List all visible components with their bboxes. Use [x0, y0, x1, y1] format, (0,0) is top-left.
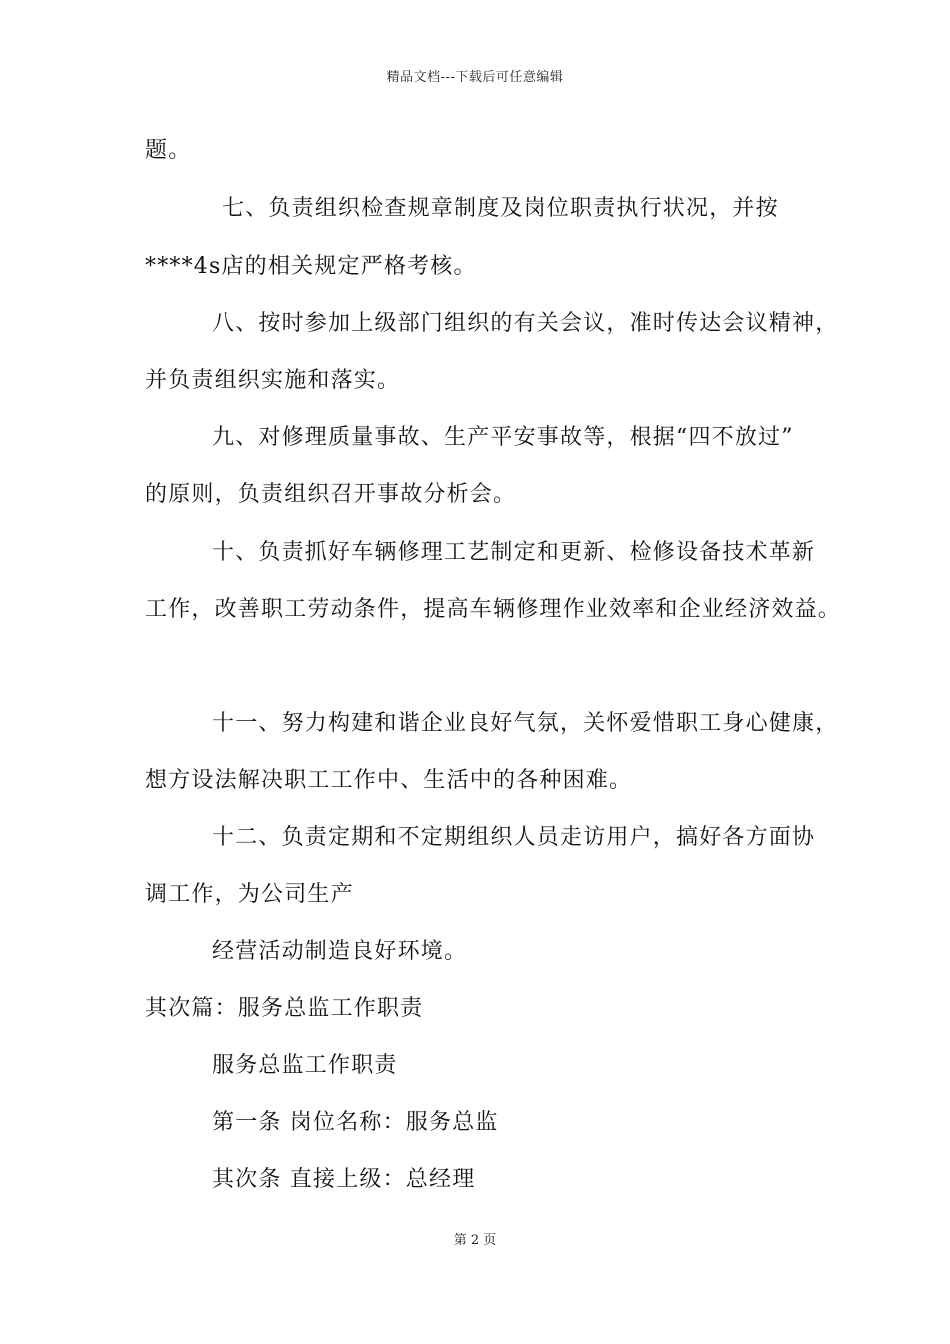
body-line: 经营活动制造良好环境。	[212, 939, 468, 964]
section-title: 服务总监工作职责	[212, 1053, 398, 1078]
body-line: 十二、负责定期和不定期组织人员走访用户，搞好各方面协	[212, 825, 816, 850]
body-line: 题。	[145, 138, 192, 163]
body-line: 其次条 直接上级：总经理	[212, 1167, 476, 1192]
body-line: 的原则，负责组织召开事故分析会。	[145, 482, 517, 507]
body-line: 调工作，为公司生产	[145, 882, 354, 907]
body-line: 七、负责组织检查规章制度及岗位职责执行状况，并按	[222, 196, 779, 221]
body-line: 十一、努力构建和谐企业良好气氛，关怀爱惜职工身心健康，	[212, 711, 839, 736]
body-line: 工作，改善职工劳动条件，提高车辆修理作业效率和企业经济效益。	[145, 597, 842, 622]
body-line: 第一条 岗位名称：服务总监	[212, 1110, 499, 1135]
body-line: 想方设法解决职工工作中、生活中的各种困难。	[145, 768, 633, 793]
page-header: 精品文档---下载后可任意编辑	[386, 70, 564, 85]
body-line: 并负责组织实施和落实。	[145, 368, 401, 393]
body-line: 九、对修理质量事故、生产平安事故等，根据“四不放过”	[212, 425, 794, 450]
body-line: 十、负责抓好车辆修理工艺制定和更新、检修设备技术革新	[212, 540, 816, 565]
page-number: 第 2 页	[453, 1233, 497, 1248]
body-line: ****4s店的相关规定严格考核。	[145, 254, 477, 279]
section-heading: 其次篇：服务总监工作职责	[145, 996, 424, 1021]
body-line: 八、按时参加上级部门组织的有关会议，准时传达会议精神，	[212, 311, 839, 336]
